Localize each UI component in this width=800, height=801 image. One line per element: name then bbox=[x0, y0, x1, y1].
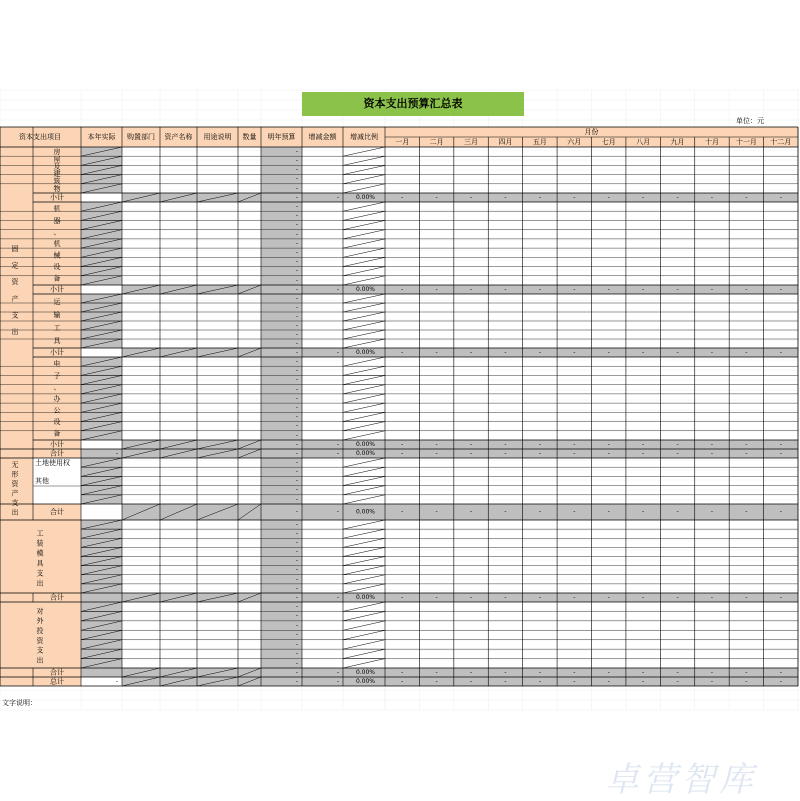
subtotal-actual bbox=[81, 193, 122, 202]
summary-group-cell bbox=[0, 285, 33, 294]
month-dash: - bbox=[710, 594, 714, 601]
group-investment: 对外投资支出 bbox=[36, 607, 44, 665]
summary-percent: 0.00% bbox=[355, 594, 375, 601]
budget-dash: - bbox=[295, 313, 298, 320]
budget-dash: - bbox=[295, 304, 298, 311]
hatch-line bbox=[343, 321, 385, 330]
month-dash: - bbox=[401, 678, 404, 685]
month-dash: - bbox=[642, 194, 645, 201]
header-col: 数量 bbox=[242, 133, 257, 141]
hatch-line bbox=[343, 649, 385, 658]
month-dash: - bbox=[710, 678, 714, 685]
month-dash: - bbox=[401, 286, 404, 293]
hatch-line bbox=[343, 467, 385, 476]
budget-dash: - bbox=[295, 157, 298, 165]
hatch-line bbox=[343, 611, 385, 620]
month-dash: - bbox=[676, 441, 679, 448]
month-dash: - bbox=[676, 678, 679, 685]
summary-percent: 0.00% bbox=[355, 669, 375, 676]
budget-dash: - bbox=[295, 358, 298, 366]
hatch-line bbox=[343, 584, 385, 593]
page-title: 资本支出预算汇总表 bbox=[363, 97, 463, 110]
month-dash: - bbox=[779, 508, 782, 516]
budget-dash: - bbox=[295, 212, 298, 220]
subtotal-actual bbox=[81, 348, 122, 357]
budget-dash: - bbox=[295, 486, 298, 494]
hatch-line bbox=[343, 156, 385, 165]
month-dash: - bbox=[538, 349, 541, 356]
header-month: 三月 bbox=[464, 138, 479, 146]
total-label: 合计 bbox=[50, 449, 64, 458]
month-dash: - bbox=[573, 441, 576, 448]
summary-percent: 0.00% bbox=[355, 194, 375, 201]
summary-fill bbox=[81, 668, 798, 677]
header-col: 资产名称 bbox=[164, 133, 193, 141]
actual-dash: - bbox=[115, 450, 118, 457]
month-dash: - bbox=[607, 508, 610, 516]
month-dash: - bbox=[607, 594, 610, 601]
subtotal-label: 小计 bbox=[50, 285, 64, 294]
month-dash: - bbox=[504, 441, 507, 448]
month-dash: - bbox=[607, 441, 610, 448]
total-label: 总计 bbox=[50, 677, 64, 686]
month-dash: - bbox=[435, 441, 438, 448]
budget-dash: - bbox=[295, 603, 298, 611]
month-dash: - bbox=[469, 441, 473, 448]
month-dash: - bbox=[538, 594, 541, 601]
summary-dash: - bbox=[295, 349, 298, 356]
category-label: 房屋及建筑物 bbox=[53, 148, 61, 193]
month-dash: - bbox=[779, 441, 782, 448]
hatch-line bbox=[343, 630, 385, 639]
budget-dash: - bbox=[295, 557, 298, 565]
summary-fill bbox=[81, 193, 798, 202]
month-dash: - bbox=[676, 594, 679, 601]
summary-dash: - bbox=[295, 678, 298, 685]
month-dash: - bbox=[469, 669, 473, 676]
budget-dash: - bbox=[295, 175, 298, 183]
month-dash: - bbox=[538, 441, 541, 448]
month-dash: - bbox=[504, 450, 507, 457]
budget-dash: - bbox=[295, 267, 298, 275]
summary-fill bbox=[81, 348, 798, 357]
month-dash: - bbox=[469, 594, 473, 601]
month-dash: - bbox=[642, 450, 645, 457]
hatch-line bbox=[343, 403, 385, 412]
month-dash: - bbox=[710, 669, 714, 676]
budget-dash: - bbox=[295, 404, 298, 412]
summary-group-cell bbox=[0, 449, 33, 458]
month-dash: - bbox=[710, 286, 714, 293]
budget-dash: - bbox=[295, 276, 298, 284]
footnote: 文字说明： bbox=[2, 699, 37, 707]
summary-group-cell bbox=[0, 440, 33, 449]
month-dash: - bbox=[779, 594, 782, 601]
subtotal-actual bbox=[81, 285, 122, 294]
month-dash: - bbox=[538, 669, 541, 676]
hatch-line bbox=[343, 476, 385, 485]
summary-fill bbox=[81, 449, 798, 458]
summary-dash: - bbox=[336, 349, 339, 356]
month-dash: - bbox=[504, 349, 507, 356]
summary-dash: - bbox=[336, 286, 339, 293]
month-dash: - bbox=[573, 349, 576, 356]
budget-dash: - bbox=[295, 367, 298, 375]
total-label: 合计 bbox=[50, 508, 64, 516]
budget-dash: - bbox=[295, 622, 298, 630]
budget-dash: - bbox=[295, 468, 298, 476]
summary-dash: - bbox=[295, 450, 298, 457]
month-dash: - bbox=[779, 678, 782, 685]
month-dash: - bbox=[607, 450, 610, 457]
hatch-line bbox=[343, 422, 385, 431]
month-dash: - bbox=[607, 194, 610, 201]
month-dash: - bbox=[435, 594, 438, 601]
summary-percent: 0.00% bbox=[355, 441, 375, 448]
summary-dash: - bbox=[295, 669, 298, 676]
month-dash: - bbox=[745, 286, 748, 293]
summary-dash: - bbox=[336, 194, 339, 201]
total-label: 合计 bbox=[50, 668, 64, 677]
header-month: 十月 bbox=[704, 138, 719, 146]
header-col: 购置部门 bbox=[127, 133, 155, 141]
budget-dash: - bbox=[295, 631, 298, 639]
header-month: 五月 bbox=[532, 138, 547, 146]
summary-dash: - bbox=[336, 594, 339, 601]
summary-percent: 0.00% bbox=[355, 349, 375, 356]
header-month: 七月 bbox=[601, 138, 616, 146]
month-dash: - bbox=[710, 194, 714, 201]
budget-dash: - bbox=[295, 640, 298, 648]
subtotal-actual bbox=[81, 440, 122, 449]
hatch-line bbox=[343, 495, 385, 504]
hatch-line bbox=[343, 366, 385, 375]
summary-percent: 0.00% bbox=[355, 450, 375, 457]
budget-dash: - bbox=[295, 575, 298, 583]
actual-dash: - bbox=[115, 678, 118, 685]
month-dash: - bbox=[745, 349, 748, 356]
summary-dash: - bbox=[295, 594, 298, 601]
hatch-line bbox=[343, 357, 385, 366]
budget-dash: - bbox=[295, 148, 298, 156]
month-dash: - bbox=[745, 441, 748, 448]
header-month: 十一月 bbox=[735, 138, 757, 146]
hatch-line bbox=[343, 276, 385, 285]
summary-percent: 0.00% bbox=[355, 678, 375, 685]
hatch-line bbox=[343, 557, 385, 566]
hatch-line bbox=[343, 267, 385, 276]
budget-dash: - bbox=[295, 184, 298, 192]
land-use-right: 土地使用权 bbox=[35, 459, 70, 467]
hatch-line bbox=[343, 147, 385, 156]
budget-dash: - bbox=[295, 203, 298, 211]
summary-group-cell bbox=[0, 668, 33, 677]
summary-percent: 0.00% bbox=[355, 286, 375, 293]
month-dash: - bbox=[676, 349, 679, 356]
month-dash: - bbox=[469, 349, 473, 356]
month-dash: - bbox=[607, 669, 610, 676]
month-dash: - bbox=[469, 194, 473, 201]
hatch-line bbox=[343, 520, 385, 529]
month-dash: - bbox=[435, 678, 438, 685]
budget-dash: - bbox=[295, 258, 298, 266]
month-dash: - bbox=[401, 194, 404, 201]
hatch-line bbox=[343, 538, 385, 547]
month-dash: - bbox=[469, 678, 473, 685]
month-dash: - bbox=[745, 678, 748, 685]
month-dash: - bbox=[676, 194, 679, 201]
month-dash: - bbox=[642, 508, 645, 516]
hatch-line bbox=[343, 575, 385, 584]
hatch-line bbox=[343, 312, 385, 321]
budget-dash: - bbox=[295, 612, 298, 620]
summary-dash: - bbox=[336, 508, 339, 516]
summary-group-cell bbox=[0, 193, 33, 202]
summary-fill bbox=[81, 593, 798, 602]
budget-dash: - bbox=[295, 221, 298, 229]
subtotal-label: 小计 bbox=[50, 348, 64, 357]
header-col: 增减金额 bbox=[308, 133, 337, 141]
month-dash: - bbox=[642, 349, 645, 356]
summary-fill bbox=[81, 285, 798, 294]
month-dash: - bbox=[676, 669, 679, 676]
header-month: 二月 bbox=[429, 138, 444, 146]
subtotal-label: 小计 bbox=[50, 193, 64, 202]
hatch-line bbox=[343, 248, 385, 257]
month-dash: - bbox=[779, 286, 782, 293]
budget-dash: - bbox=[295, 530, 298, 538]
month-dash: - bbox=[435, 450, 438, 457]
group-col bbox=[0, 147, 33, 193]
month-dash: - bbox=[504, 678, 507, 685]
month-dash: - bbox=[504, 508, 507, 516]
month-dash: - bbox=[504, 194, 507, 201]
summary-percent: 0.00% bbox=[355, 508, 375, 516]
budget-dash: - bbox=[295, 340, 298, 347]
budget-dash: - bbox=[295, 385, 298, 393]
budget-dash: - bbox=[295, 322, 298, 329]
month-dash: - bbox=[435, 669, 438, 676]
month-dash: - bbox=[607, 286, 610, 293]
month-dash: - bbox=[745, 508, 748, 516]
summary-dash: - bbox=[295, 508, 298, 516]
month-dash: - bbox=[435, 349, 438, 356]
month-dash: - bbox=[469, 508, 473, 516]
month-dash: - bbox=[538, 286, 541, 293]
month-dash: - bbox=[573, 669, 576, 676]
header-month: 一月 bbox=[395, 138, 410, 146]
summary-dash: - bbox=[336, 678, 339, 685]
budget-dash: - bbox=[295, 395, 298, 402]
month-dash: - bbox=[745, 450, 748, 457]
budget-dash: - bbox=[295, 376, 298, 384]
category-label: 运输工具 bbox=[53, 297, 61, 345]
month-dash: - bbox=[469, 450, 473, 457]
month-dash: - bbox=[745, 669, 748, 676]
month-dash: - bbox=[573, 286, 576, 293]
group-tooling: 工装模具支出 bbox=[36, 529, 44, 588]
month-dash: - bbox=[745, 594, 748, 601]
hatch-line bbox=[343, 211, 385, 220]
summary-fill bbox=[81, 440, 798, 449]
budget-dash: - bbox=[295, 230, 298, 238]
month-dash: - bbox=[779, 194, 782, 201]
subtotal-label: 小计 bbox=[50, 440, 64, 449]
month-dash: - bbox=[573, 508, 576, 516]
hatch-line bbox=[343, 303, 385, 312]
summary-dash: - bbox=[336, 441, 339, 448]
hatch-line bbox=[343, 529, 385, 538]
month-dash: - bbox=[676, 508, 679, 516]
budget-dash: - bbox=[295, 249, 298, 257]
month-dash: - bbox=[642, 678, 645, 685]
total-label: 合计 bbox=[50, 593, 64, 602]
hatch-line bbox=[343, 431, 385, 440]
summary-dash: - bbox=[295, 194, 298, 201]
month-dash: - bbox=[642, 286, 645, 293]
budget-dash: - bbox=[295, 650, 298, 658]
header-col: 本年实际 bbox=[87, 133, 116, 141]
month-dash: - bbox=[710, 441, 714, 448]
header-month: 六月 bbox=[567, 138, 582, 146]
summary-dash: - bbox=[295, 441, 298, 448]
month-dash: - bbox=[401, 594, 404, 601]
month-dash: - bbox=[676, 450, 679, 457]
hatch-line bbox=[343, 220, 385, 229]
watermark-logo: 卓营智库 bbox=[605, 760, 757, 800]
month-dash: - bbox=[642, 594, 645, 601]
month-dash: - bbox=[573, 450, 576, 457]
month-dash: - bbox=[538, 678, 541, 685]
header-col: 增减比例 bbox=[350, 133, 378, 141]
month-dash: - bbox=[435, 194, 438, 201]
month-dash: - bbox=[538, 508, 541, 516]
month-dash: - bbox=[573, 194, 576, 201]
month-dash: - bbox=[401, 349, 404, 356]
month-dash: - bbox=[642, 441, 645, 448]
summary-group-cell bbox=[0, 593, 33, 602]
month-dash: - bbox=[504, 594, 507, 601]
hatch-line bbox=[343, 385, 385, 394]
month-dash: - bbox=[504, 669, 507, 676]
hatch-line bbox=[343, 640, 385, 649]
budget-dash: - bbox=[295, 459, 298, 467]
summary-dash: - bbox=[336, 450, 339, 457]
header-col: 明年预算 bbox=[267, 133, 296, 141]
header-col: 用途说明 bbox=[203, 133, 232, 141]
budget-dash: - bbox=[295, 584, 298, 592]
summary-fill bbox=[81, 504, 798, 520]
header-month: 四月 bbox=[498, 138, 513, 146]
hatch-line bbox=[343, 230, 385, 239]
month-dash: - bbox=[401, 441, 404, 448]
month-dash: - bbox=[779, 669, 782, 676]
group-col bbox=[0, 357, 33, 440]
budget-dash: - bbox=[295, 240, 298, 247]
summary-dash: - bbox=[295, 286, 298, 293]
total-actual bbox=[81, 504, 122, 520]
month-dash: - bbox=[469, 286, 473, 293]
month-dash: - bbox=[401, 508, 404, 516]
budget-dash: - bbox=[295, 659, 298, 667]
hatch-line bbox=[343, 339, 385, 348]
budget-dash: - bbox=[295, 331, 298, 338]
month-dash: - bbox=[745, 194, 748, 201]
month-dash: - bbox=[779, 349, 782, 356]
hatch-line bbox=[343, 294, 385, 303]
budget-dash: - bbox=[295, 539, 298, 547]
group-fixed: 固定资产支出 bbox=[11, 244, 19, 337]
budget-dash: - bbox=[295, 295, 298, 302]
unit-label: 单位：元 bbox=[736, 117, 764, 125]
summary-fill bbox=[81, 677, 798, 686]
hatch-line bbox=[343, 175, 385, 184]
month-dash: - bbox=[573, 678, 576, 685]
hatch-line bbox=[343, 330, 385, 339]
budget-dash: - bbox=[295, 166, 298, 174]
summary-group-cell bbox=[0, 677, 33, 686]
hatch-line bbox=[343, 547, 385, 556]
hatch-line bbox=[343, 458, 385, 467]
month-dash: - bbox=[676, 286, 679, 293]
month-dash: - bbox=[538, 450, 541, 457]
group-col bbox=[0, 202, 33, 285]
budget-dash: - bbox=[295, 566, 298, 574]
month-dash: - bbox=[538, 194, 541, 201]
header-item: 资本支出项目 bbox=[19, 133, 61, 141]
hatch-line bbox=[343, 257, 385, 266]
month-dash: - bbox=[642, 669, 645, 676]
summary-group-cell bbox=[0, 348, 33, 357]
budget-dash: - bbox=[295, 413, 298, 421]
hatch-line bbox=[343, 239, 385, 248]
budget-dash: - bbox=[295, 422, 298, 430]
month-dash: - bbox=[504, 286, 507, 293]
other-item: 其他 bbox=[35, 477, 49, 485]
category-label: 电子、办公设备 bbox=[53, 360, 61, 438]
month-dash: - bbox=[401, 450, 404, 457]
group-intangible: 无形资产支出 bbox=[11, 461, 19, 517]
budget-dash: - bbox=[295, 548, 298, 556]
hatch-line bbox=[343, 621, 385, 630]
header-month: 九月 bbox=[670, 138, 685, 146]
month-dash: - bbox=[573, 594, 576, 601]
budget-dash: - bbox=[295, 477, 298, 485]
month-dash: - bbox=[607, 349, 610, 356]
month-dash: - bbox=[401, 669, 404, 676]
header-month: 八月 bbox=[636, 138, 651, 146]
summary-dash: - bbox=[336, 669, 339, 676]
category-label: 机器、机械设备 bbox=[53, 205, 61, 283]
budget-dash: - bbox=[295, 431, 298, 439]
month-dash: - bbox=[710, 450, 714, 457]
budget-dash: - bbox=[295, 495, 298, 503]
budget-dash: - bbox=[295, 521, 298, 529]
month-dash: - bbox=[607, 678, 610, 685]
month-dash: - bbox=[710, 508, 714, 516]
header-months: 月份 bbox=[584, 128, 599, 136]
month-dash: - bbox=[779, 450, 782, 457]
month-dash: - bbox=[435, 286, 438, 293]
month-dash: - bbox=[710, 349, 714, 356]
hatch-line bbox=[343, 184, 385, 193]
month-dash: - bbox=[435, 508, 438, 516]
hatch-line bbox=[343, 394, 385, 403]
header-month: 十二月 bbox=[770, 138, 792, 146]
